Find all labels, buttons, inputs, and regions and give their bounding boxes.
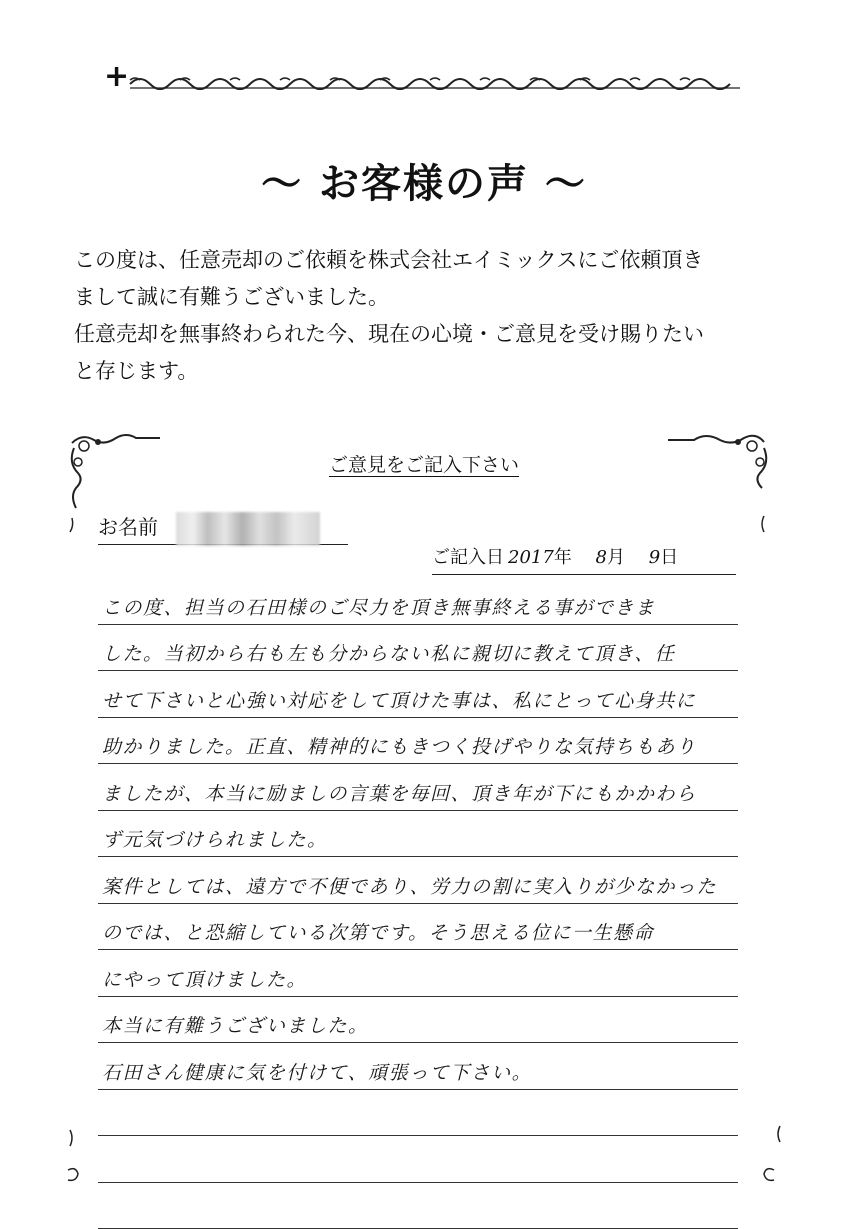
handwritten-text: この度、担当の石田様のご尽力を頂き無事終える事ができま [102, 593, 656, 620]
comment-line [98, 997, 738, 1044]
comment-line [98, 1136, 738, 1183]
date-field [432, 544, 736, 575]
comment-line [98, 578, 738, 625]
intro-line: 任意売却を無事終わられた今、現在の心境・ご意見を受け賜りたい [74, 316, 794, 353]
year-unit: 年 [554, 547, 572, 568]
handwritten-text: ましたが、本当に励ましの言葉を毎回、頂き年が下にもかかわら [102, 779, 697, 806]
date-month: 8 [596, 547, 607, 568]
comment-line [98, 718, 738, 765]
day-unit: 日 [660, 547, 678, 568]
intro-line: と存じます。 [74, 353, 794, 390]
handwritten-text: 本当に有難うございました。 [102, 1011, 369, 1038]
handwritten-text: ず元気づけられました。 [102, 825, 328, 852]
comment-line [98, 857, 738, 904]
comment-line [98, 1183, 738, 1229]
date-label: ご記入日 [432, 547, 504, 568]
corner-ornament-top-right [664, 428, 774, 538]
comment-line [98, 764, 738, 811]
intro-line: この度は、任意売却のご依頼を株式会社エイミックスにご依頼頂き [74, 242, 794, 279]
comment-line [98, 1090, 738, 1137]
handwritten-text: せて下さいと心強い対応をして頂けた事は、私にとって心身共に [102, 686, 696, 713]
comment-area [98, 578, 738, 1229]
name-field [98, 512, 348, 545]
handwritten-text: した。当初から右も左も分からない私に親切に教えて頂き、任 [102, 639, 675, 666]
comment-line [98, 625, 738, 672]
date-year: 2017 [508, 547, 554, 568]
handwritten-text: 案件としては、遠方で不便であり、労力の割に実入りが少なかった [102, 872, 717, 899]
comment-line [98, 904, 738, 951]
handwritten-text: のでは、と恐縮している次第です。そう思える位に一生懸命 [102, 918, 654, 945]
comment-line [98, 671, 738, 718]
redacted-name [176, 512, 320, 546]
month-unit: 月 [607, 547, 625, 568]
page-title: ～ お客様の声 ～ [0, 152, 848, 209]
handwritten-text: 石田さん健康に気を付けて、頑張って下さい。 [102, 1058, 532, 1085]
name-label: お名前 [98, 515, 158, 539]
comment-line [98, 950, 738, 997]
date-day: 9 [649, 547, 660, 568]
ornamental-border [100, 68, 750, 98]
comment-line [98, 811, 738, 858]
intro-text [74, 242, 794, 390]
intro-line: まして誠に有難うございました。 [74, 279, 794, 316]
corner-ornament-bottom-left [62, 1120, 102, 1200]
comment-line [98, 1043, 738, 1090]
corner-ornament-bottom-right [760, 1120, 800, 1200]
form-heading: ご意見をご記入下さい [0, 450, 848, 477]
plus-mark: + [104, 62, 129, 92]
handwritten-text: にやって頂けました。 [102, 965, 307, 992]
handwritten-text: 助かりました。正直、精神的にもきつく投げやりな気持ちもあり [102, 732, 697, 759]
